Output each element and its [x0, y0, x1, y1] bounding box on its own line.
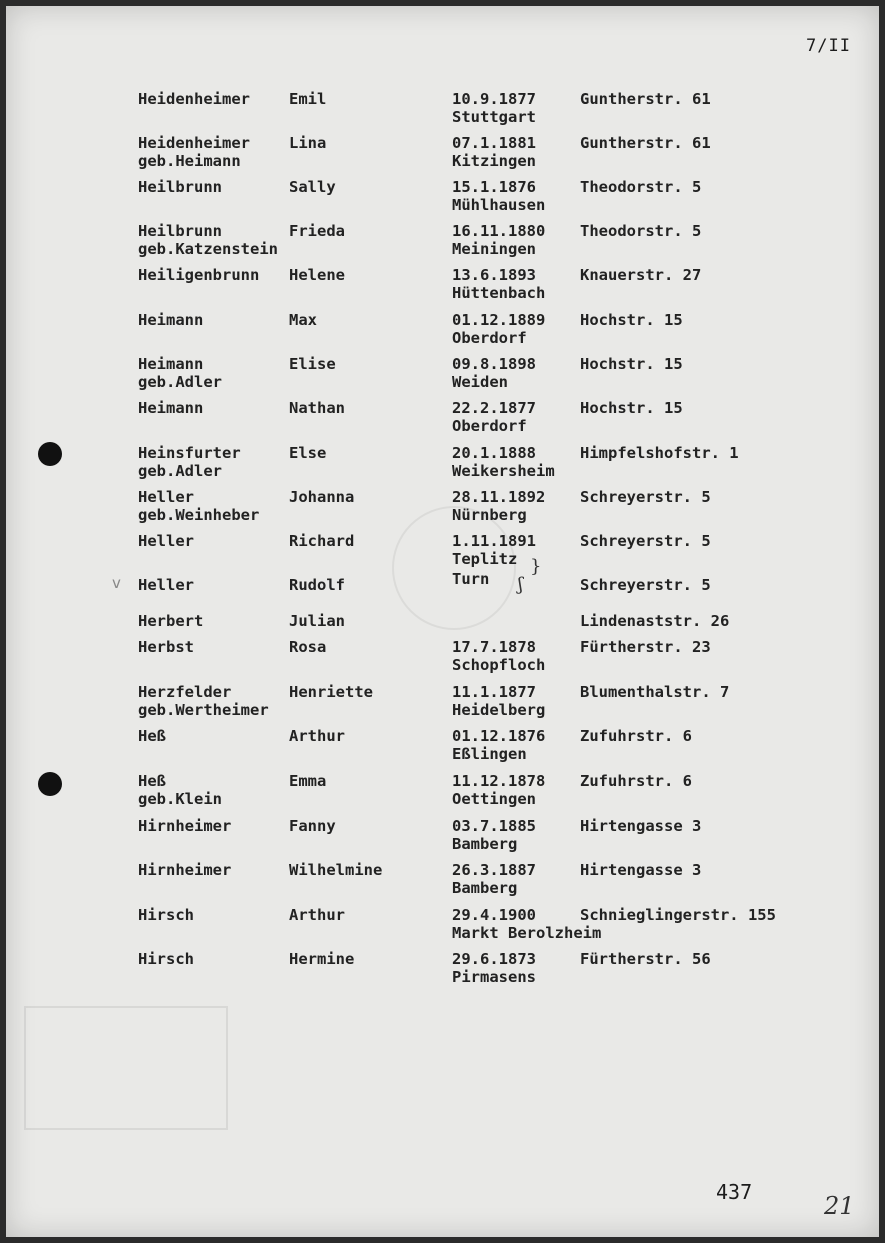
surname: Heidenheimer: [138, 134, 250, 152]
given-name: Max: [289, 311, 317, 329]
list-item: [6, 90, 879, 134]
address: Schreyerstr. 5: [580, 576, 711, 594]
maiden-name: geb.Adler: [138, 462, 222, 480]
list-item: [6, 222, 879, 266]
given-name: Elise: [289, 355, 336, 373]
surname: Heimann: [138, 311, 204, 329]
given-name: Arthur: [289, 727, 345, 745]
address: Fürtherstr. 56: [580, 950, 711, 968]
surname: Heiligenbrunn: [138, 266, 260, 284]
given-name: Julian: [289, 612, 345, 630]
given-name: Frieda: [289, 222, 345, 240]
birth-date: 03.7.1885: [452, 817, 536, 835]
surname: Heilbrunn: [138, 222, 222, 240]
address: Hochstr. 15: [580, 355, 683, 373]
list-item: [6, 558, 879, 602]
list-item: [6, 266, 879, 310]
list-item: [6, 178, 879, 222]
address: Schreyerstr. 5: [580, 488, 711, 506]
birth-date: 11.1.1877: [452, 683, 536, 701]
list-item: [6, 355, 879, 399]
birth-place: Markt Berolzheim: [452, 924, 602, 942]
birth-date: 01.12.1889: [452, 311, 546, 329]
list-item: [6, 817, 879, 861]
given-name: Henriette: [289, 683, 373, 701]
address: Zufuhrstr. 6: [580, 727, 692, 745]
birth-date: 17.7.1878: [452, 638, 536, 656]
birth-date: 29.4.1900: [452, 906, 536, 924]
list-item: [6, 861, 879, 905]
birth-place: Bamberg: [452, 879, 518, 897]
address: Hirtengasse 3: [580, 861, 702, 879]
birth-place: Heidelberg: [452, 701, 546, 719]
list-item: [6, 311, 879, 355]
surname: Heimann: [138, 355, 204, 373]
address: Schreyerstr. 5: [580, 532, 711, 550]
list-item: [6, 638, 879, 682]
birth-place: Oberdorf: [452, 329, 527, 347]
surname: Hirsch: [138, 906, 194, 924]
surname: Herzfelder: [138, 683, 232, 701]
document-page: [6, 6, 879, 1237]
handwritten-brace-icon: ʃ: [518, 574, 523, 595]
surname: Herbert: [138, 612, 204, 630]
birth-place: Bamberg: [452, 835, 518, 853]
list-item: [6, 727, 879, 771]
address: Schnieglingerstr. 155: [580, 906, 776, 924]
address: Guntherstr. 61: [580, 90, 711, 108]
given-name: Rosa: [289, 638, 327, 656]
given-name: Lina: [289, 134, 327, 152]
address: Hochstr. 15: [580, 311, 683, 329]
birth-place: Hüttenbach: [452, 284, 546, 302]
address: Himpfelshofstr. 1: [580, 444, 739, 462]
address: Hochstr. 15: [580, 399, 683, 417]
given-name: Hermine: [289, 950, 355, 968]
address: Blumenthalstr. 7: [580, 683, 730, 701]
birth-place: Weikersheim: [452, 462, 555, 480]
sheet-reference: 7/II: [806, 36, 851, 56]
surname: Herbst: [138, 638, 194, 656]
given-name: Wilhelmine: [289, 861, 383, 879]
birth-date: 01.12.1876: [452, 727, 546, 745]
surname: Heimann: [138, 399, 204, 417]
surname: Heller: [138, 488, 194, 506]
address: Guntherstr. 61: [580, 134, 711, 152]
birth-date: 1.11.1891: [452, 532, 536, 550]
birth-place: Nürnberg: [452, 506, 527, 524]
birth-date: 07.1.1881: [452, 134, 536, 152]
birth-place: Kitzingen: [452, 152, 536, 170]
maiden-name: geb.Wertheimer: [138, 701, 269, 719]
address: Lindenaststr. 26: [580, 612, 730, 630]
given-name: Emil: [289, 90, 327, 108]
address: Theodorstr. 5: [580, 178, 702, 196]
surname: Hirnheimer: [138, 817, 232, 835]
faint-stamp-box: [24, 1006, 228, 1130]
given-name: Rudolf: [289, 576, 345, 594]
birth-place: Mühlhausen: [452, 196, 546, 214]
birth-place: Oettingen: [452, 790, 536, 808]
birth-date: 09.8.1898: [452, 355, 536, 373]
list-item: [6, 950, 879, 994]
birth-date: 16.11.1880: [452, 222, 546, 240]
address: Theodorstr. 5: [580, 222, 702, 240]
birth-date: 11.12.1878: [452, 772, 546, 790]
page-number: 437: [716, 1180, 753, 1204]
address: Hirtengasse 3: [580, 817, 702, 835]
birth-date: 26.3.1887: [452, 861, 536, 879]
birth-date: 15.1.1876: [452, 178, 536, 196]
given-name: Emma: [289, 772, 327, 790]
address: Fürtherstr. 23: [580, 638, 711, 656]
birth-place: Schopfloch: [452, 656, 546, 674]
birth-place: Meiningen: [452, 240, 536, 258]
birth-date: 13.6.1893: [452, 266, 536, 284]
surname: Heinsfurter: [138, 444, 241, 462]
surname: Heß: [138, 727, 166, 745]
handwritten-brace-icon: }: [530, 556, 542, 577]
list-item: [6, 683, 879, 727]
maiden-name: geb.Heimann: [138, 152, 241, 170]
list-item: [6, 134, 879, 178]
list-item: [6, 906, 879, 950]
birth-date: 28.11.1892: [452, 488, 546, 506]
list-item: [6, 488, 879, 532]
birth-place: Weiden: [452, 373, 508, 391]
maiden-name: geb.Katzenstein: [138, 240, 278, 258]
birth-date: 20.1.1888: [452, 444, 536, 462]
given-name: Arthur: [289, 906, 345, 924]
birth-date: 10.9.1877: [452, 90, 536, 108]
birth-date: 29.6.1873: [452, 950, 536, 968]
birth-place: Turn: [452, 570, 490, 588]
birth-place: Oberdorf: [452, 417, 527, 435]
given-name: Nathan: [289, 399, 345, 417]
maiden-name: geb.Adler: [138, 373, 222, 391]
birth-place: Eßlingen: [452, 745, 527, 763]
birth-place: Teplitz: [452, 550, 518, 568]
address: Knauerstr. 27: [580, 266, 702, 284]
list-item: [6, 399, 879, 443]
given-name: Sally: [289, 178, 336, 196]
given-name: Else: [289, 444, 327, 462]
given-name: Fanny: [289, 817, 336, 835]
list-item: [6, 772, 879, 816]
given-name: Helene: [289, 266, 345, 284]
address: Zufuhrstr. 6: [580, 772, 692, 790]
list-item: [6, 444, 879, 488]
surname: Heß: [138, 772, 166, 790]
birth-place: Stuttgart: [452, 108, 536, 126]
handwritten-mark: 21: [824, 1192, 855, 1220]
margin-tick-mark: v: [112, 574, 121, 592]
maiden-name: geb.Klein: [138, 790, 222, 808]
surname: Heller: [138, 576, 194, 594]
birth-place: Pirmasens: [452, 968, 536, 986]
birth-date: 22.2.1877: [452, 399, 536, 417]
given-name: Richard: [289, 532, 355, 550]
surname: Hirsch: [138, 950, 194, 968]
surname: Heilbrunn: [138, 178, 222, 196]
maiden-name: geb.Weinheber: [138, 506, 260, 524]
surname: Heller: [138, 532, 194, 550]
surname: Heidenheimer: [138, 90, 250, 108]
surname: Hirnheimer: [138, 861, 232, 879]
given-name: Johanna: [289, 488, 355, 506]
